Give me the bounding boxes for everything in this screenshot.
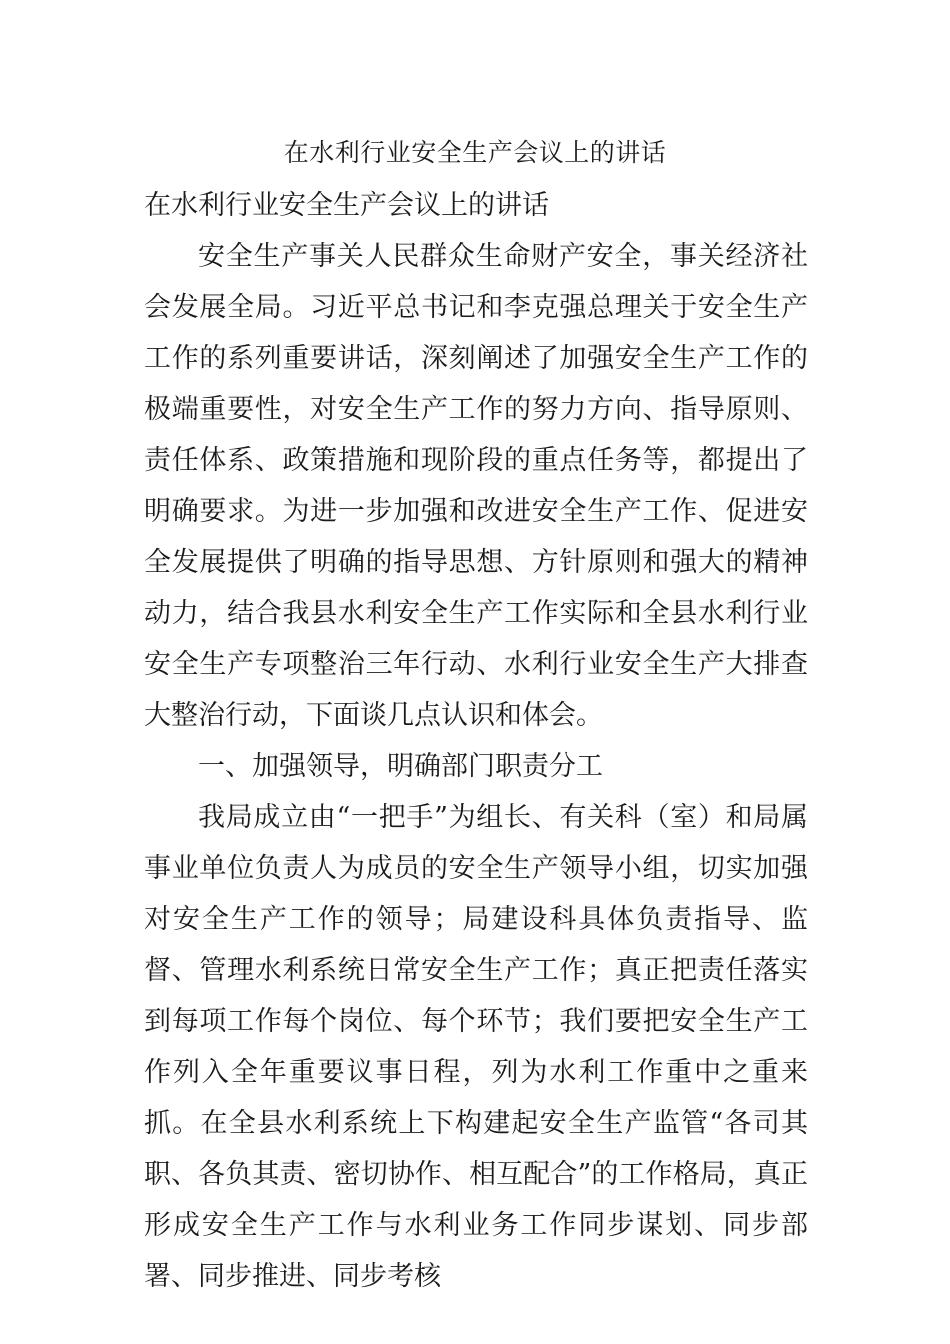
document-subtitle: 在水利行业安全生产会议上的讲话 xyxy=(144,190,549,221)
paragraph-intro: 安全生产事关人民群众生命财产安全，事关经济社会发展全局。习近平总书记和李克强总理关于安全生产工作的系列重要讲话，深刻阐述了加强安全生产工作的极端重要性，对安全生产工作的努力方向、指导原则、责任体系、政策措施和现阶段的重点任务等，都提出了明确要求。为进一步加强和改进安全生产工作、促进安全发展提供了明确的指导思想、方针原则和强大的精神动力，结合我县水利安全生产工作实际和全县水利行业安全生产专项整治三年行动、水利行业安全生产大排查大整治行动，下面谈几点认识和体会。 xyxy=(144,241,808,731)
paragraph-section-1: 我局成立由“一把手”为组长、有关科（室）和局属事业单位负责人为成员的安全生产领导小组，切实加强对安全生产工作的领导；局建设科具体负责指导、监督、管理水利系统日常安全生产工作；真正把责任落实到每项工作每个岗位、每个环节；我们要把安全生产工作列入全年重要议事日程，列为水利工作重中之重来抓。在全县水利系统上下构建起安全生产监管“各司其职、各负其责、密切协作、相互配合”的工作格局，真正形成安全生产工作与水利业务工作同步谋划、同步部署、同步推进、同步考核 xyxy=(144,802,808,1292)
document-body xyxy=(144,180,808,1302)
section-heading-1: 一、加强领导，明确部门职责分工 xyxy=(198,751,603,782)
document-title: 在水利行业安全生产会议上的讲话 xyxy=(283,138,667,167)
